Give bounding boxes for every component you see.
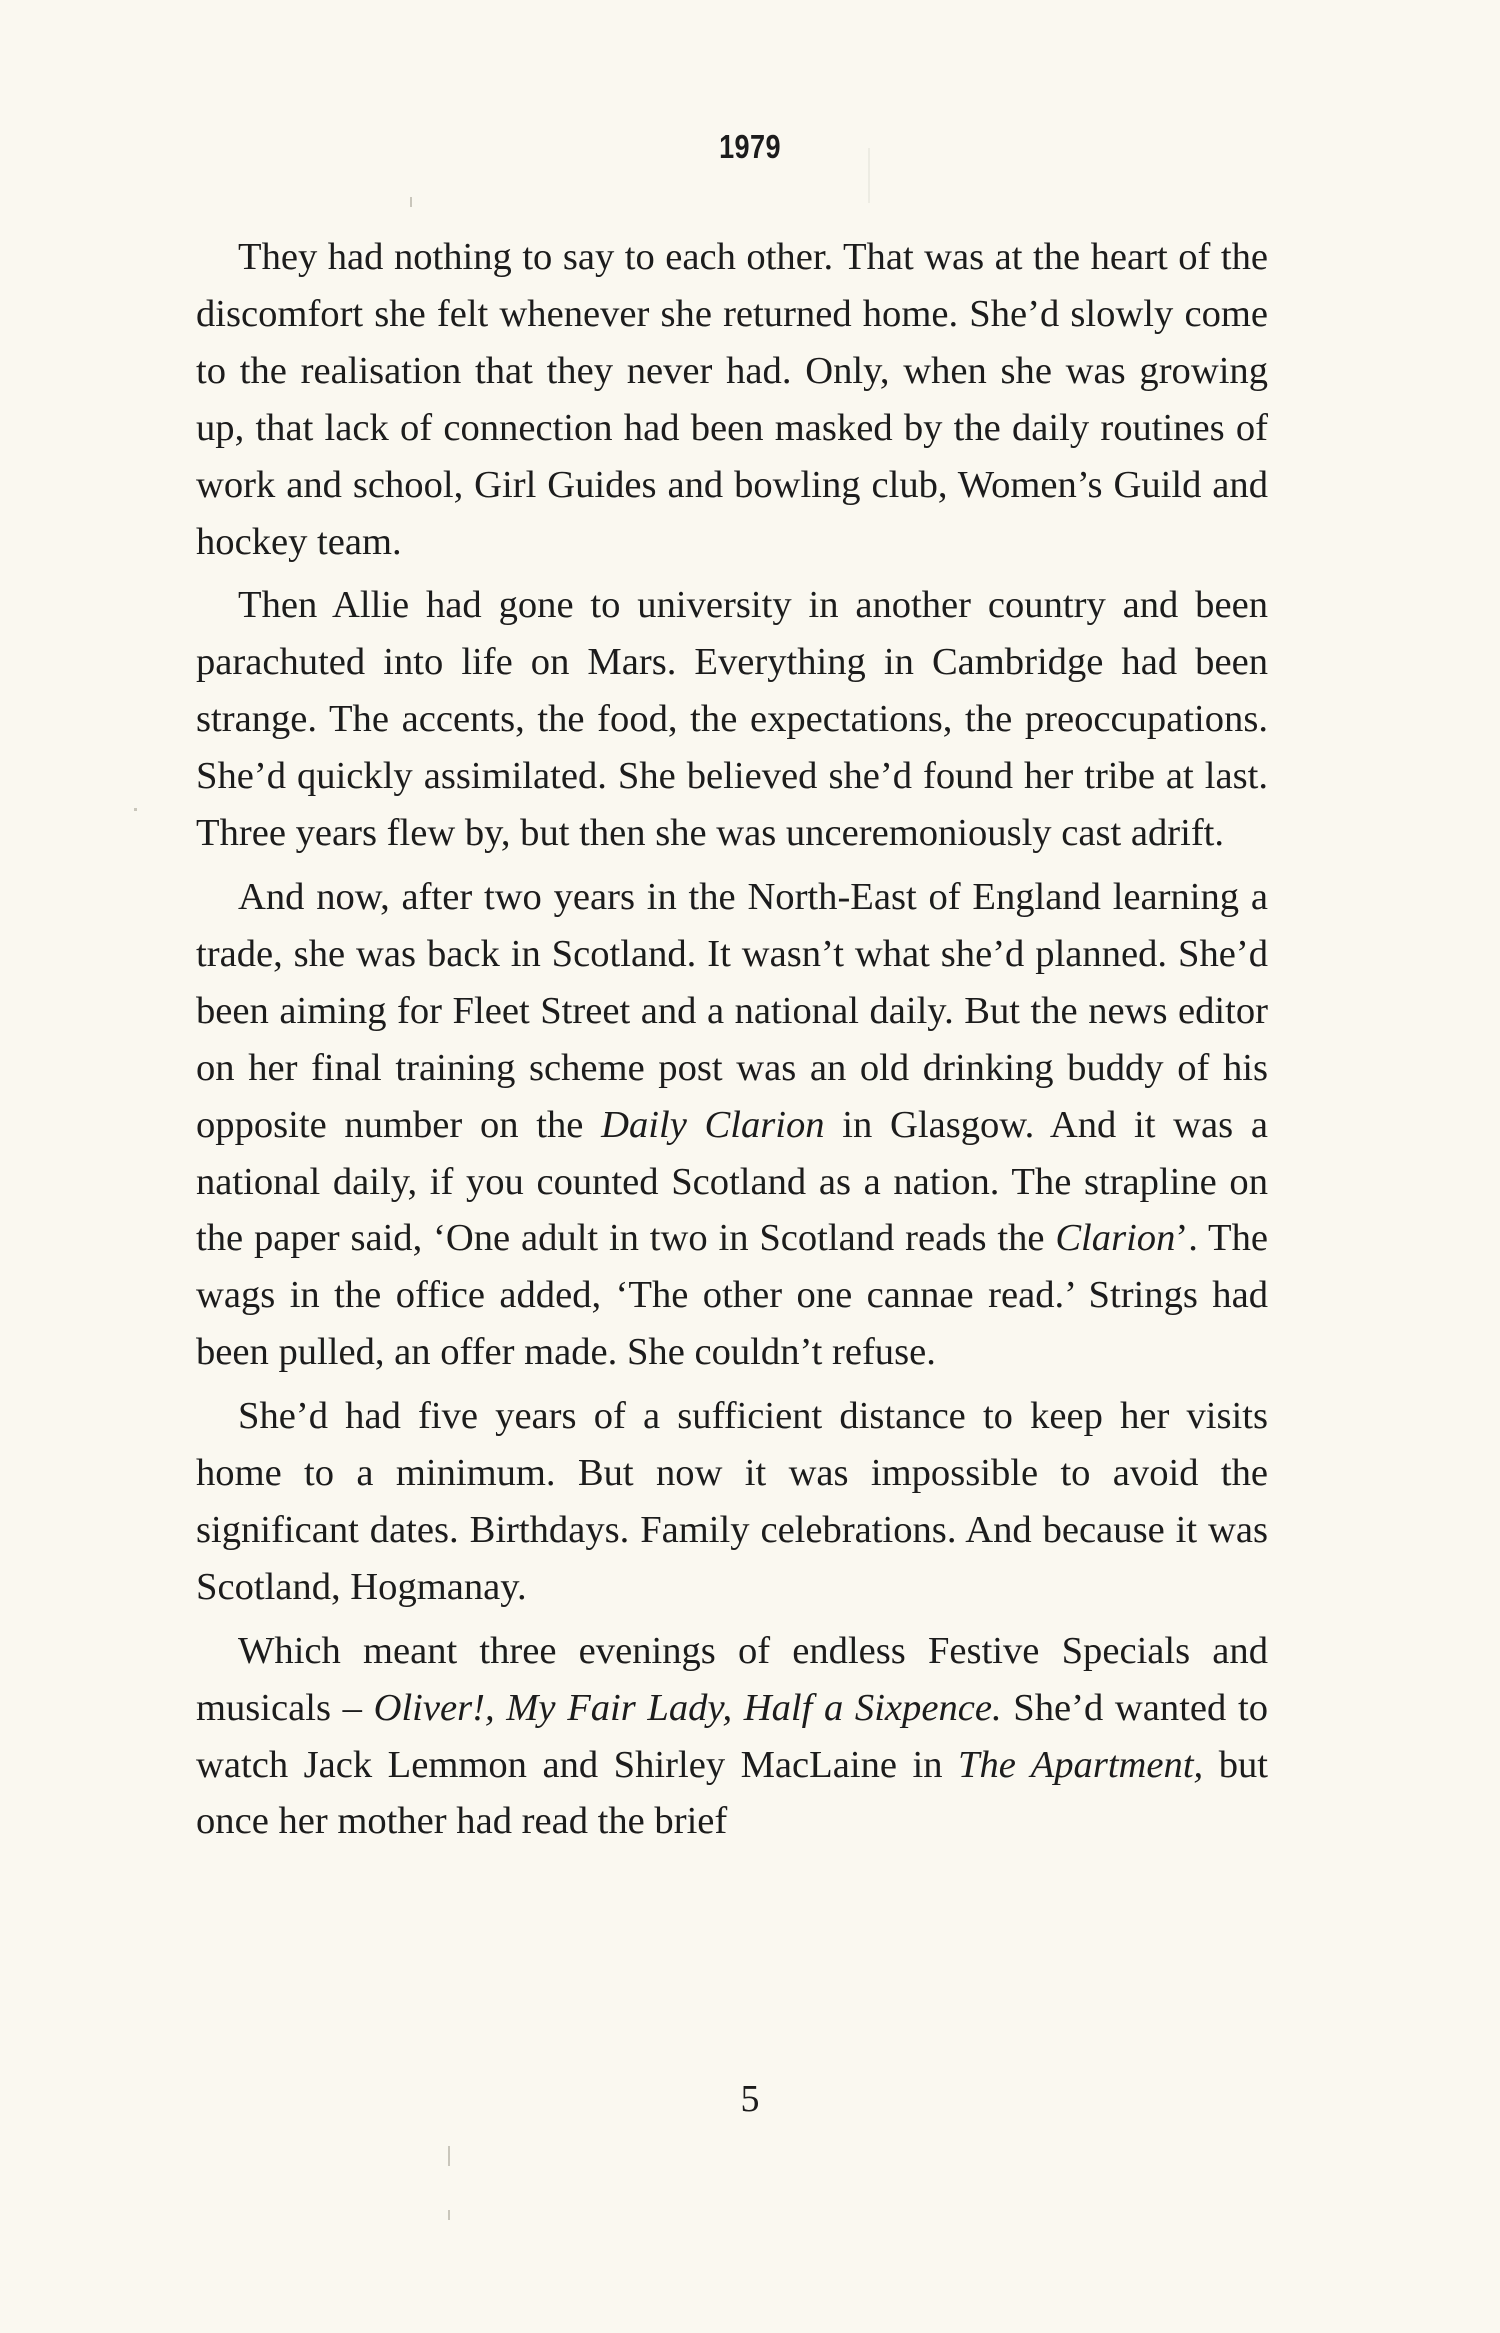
scan-speck [868, 148, 870, 203]
text-run: They had nothing to say to each other. That was at the heart of the discomfort she felt whenever she returned home. She’d slowly come to the realisation that they never had. Only, when she was growing up, that lack of connection had been masked by the daily routines of work and school, Girl Guides and bowling club, Women’s Guild and hockey team. [196, 236, 1268, 563]
italic-text: The Apartment, [958, 1743, 1204, 1786]
scan-speck [448, 2210, 450, 2220]
paragraph [196, 577, 1268, 862]
page-number: 5 [740, 2078, 760, 2120]
paragraph [196, 229, 1268, 570]
text-run: Which meant three evenings of endless Festive Specials and musicals – [196, 1629, 1268, 1729]
paragraph [196, 1388, 1268, 1616]
body-text [196, 229, 1268, 1850]
italic-text: Clarion [1055, 1217, 1176, 1260]
paragraph [196, 1623, 1268, 1851]
scan-speck [134, 808, 137, 811]
paragraph [196, 869, 1268, 1381]
text-run: She’d wanted to watch Jack Lemmon and Shirley MacLaine in [196, 1686, 1268, 1786]
running-head: 1979 [719, 128, 781, 165]
text-run: She’d had five years of a sufficient distance to keep her visits home to a minimum. But now it was impossible to avoid the significant dates. Birthdays. Family celebrations. And because it was Scotland, Hogmanay. [196, 1395, 1268, 1608]
scan-speck [410, 197, 412, 207]
text-run: in Glasgow. And it was a national daily, if you counted Scotland as a nation. The strapline on the paper said, ‘One adult in two in Scotland reads the [196, 1103, 1269, 1260]
text-run: ’. The wags in the office added, ‘The other one cannae read.’ Strings had been pulled, an offer made. She couldn’t refuse. [196, 1217, 1268, 1374]
italic-text: Oliver!, My Fair Lady, Half a Sixpence. [373, 1686, 1002, 1729]
text-run: And now, after two years in the North-East of England learning a trade, she was back in Scotland. It wasn’t what she’d planned. She’d been aiming for Fleet Street and a national daily. But the news editor on her final training scheme post was an old drinking buddy of his opposite number on the [196, 875, 1268, 1146]
italic-text: Daily Clarion [601, 1103, 825, 1146]
scan-speck [448, 2146, 450, 2166]
text-run: but once her mother had read the brief [196, 1743, 1268, 1843]
text-run: Then Allie had gone to university in another country and been parachuted into life on Mars. Everything in Cambridge had been strange. The accents, the food, the expectations, the preoccupations. She’d quickly assimilated. She believed she’d found her tribe at last. Three years flew by, but then she was unceremoniously cast adrift. [196, 584, 1268, 855]
